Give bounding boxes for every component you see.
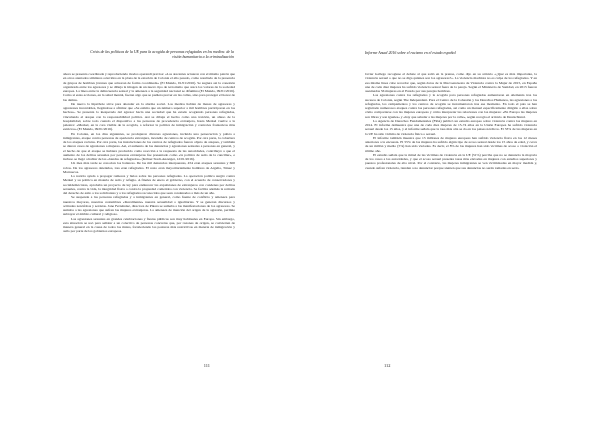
left-running-header: Crisis de las políticas de la UE para la acogida de personas refugiadas en los medios: de la visión humanitaria a la criminalización [90,50,234,59]
left-page-number: 111 [203,363,210,368]
right-page [300,0,600,424]
right-paragraph-2: Las agresiones contra los refugiados y la acogida para personas refugiadas aumentaron en Alemania tras los sucesos de Colonia, según The Independent. Para el Centro de la Cohesión y los Derechos Humanos, las agresiones a los refugiados, los campamentos y los centros de acogida se incrementaron tras ese momento. En todo el país se han registrado numerosos ataques contra las personas refugiadas, así como un manual específicamente dirigido a ellas sobre cómo comportarse con las mujeres europeas y cómo interpretar las relaciones con las mujeres: «En Europa las mujeres son libres y son iguales» y «hay que saludar a las mujeres por la calle», según recogía el artículo de Deutschland. [365,93,537,119]
right-running-header: Informe Anual 2016 sobre el racismo en el estado español [365,51,456,55]
right-paragraph-4: El informe también muestra que 13 millones de mujeres europeas han sufrido violencia física en los 12 meses anteriores a la encuesta. El 55% de las mujeres ha sufrido algún tipo de acoso sexual desde los 15 años de edad, y cerca de un millón y medio (5%) han sido violadas. Es decir, el 8% de las mujeres han sido víctimas de acoso o violación el último año. [365,135,537,153]
right-paragraph-1: Javier Gallego recogiese el debate al que salió en la prensa, como dijo en su artículo «¿Qué es más importante, la violencia sexual o que no se diga quiénes son los agresores?». La violencia machista no es culpa de los refugiados. Y en esa misma línea cabe recordar que, según datos de la Macroencuesta de Violencia contra la Mujer de 2015, en España una de cada diez mujeres ha sufrido violencia sexual fuera de la pareja. Según el Ministerio de Sanidad, en 2015 fueron asesinadas 56 mujeres en el Estado por sus parejas hombres. [365,72,537,93]
right-paragraph-3: La Agencia de Derechos Fundamentales (FRA) publicó un estudio europeo sobre violencia contra las mujeres en 2014. El informe demuestra que una de cada diez mujeres de 15-74 años en la Unión Europea ha sufrido violencia sexual desde los 15 años, y el informe señala que la tasa más alta se da en los países nórdicos. El 33% de las mujeres en la UE ha sido víctima de violencia física o sexual. [365,118,537,136]
left-paragraph-6: Se suspende a las personas refugiadas y a inmigrantes en general, como fuente de conflicto y amenaza para nuestros mayores, nuestras costumbres «literalmente» nuestra sexualidad o igualitarias. Y se generan discursos y actitudes xenófobas y sexistas. Jane Fernández, directora de Pikara se sumaba a las manifestaciones de los agresores. Se sumaba a las agresiones que sufren las mujeres extranjeras. La amenaza de mención del origen de la agresión, permite subrayar el ámbito cultural y religioso. [63,195,235,217]
left-paragraph-3: En Colonia, en los días siguientes, se produjeron diversas agresiones, incluida una persecución y paliza a inmigrantes, ataque contra personas de apariencia extranjera, incendio de centros de acogida. Por otra parte, la cobertura de los ataques racistas. Por otra parte, las instalaciones de los centros de refugiados fueron objeto de ataques, y también se dieron casos de agresiones a mujeres. Así, el aumento de las denuncias y agresiones sexuales a personas en general, y el hecho de que el ataque se hubiera producido como reacción a la respuesta de las autoridades, contribuyó a que el aumento de los delitos sexuales por personas extranjeras fue presentado como «la política de asilo de la canciller», e incluso se llegó a hablar de las «bandas de refugiados» (Kölner Stadt-Anzeiger, 12/01/2016). [63,131,235,161]
right-page-number: 112 [384,363,391,368]
left-paragraph-5: La noticia ayuda a propagar rumores y bulos sobre las personas refugiadas. La operación política surgió contra Merkel y su política en materia de asilo y refugio. A finales de enero el gobierno, con el acuerdo de conservadores y socialdemócratas, aprobaba un proyecto de ley para endurecer las expulsiones de extranjeros con condenas por delitos sexuales, contra la vida, la integridad física o contra la propiedad cometidos con violencia. Se facilita además la retirada del derecho de asilo a los solicitantes y a los refugiados reconocidos que sean condenados a más de un año. [63,174,235,195]
right-body-text [365,72,537,170]
left-paragraph-7: Las agresiones sexuales en grandes celebraciones y fiestas públicas son muy habituales en Europa. Sin embargo, esta situación se usó para señalar a un colectivo de personas concretas que, por razones de origen, se convierten de manera general en la causa de todos los males, fortaleciendo las posturas más restrictivas en materia de inmigración y asilo por parte de los gobiernos europeos. [63,216,235,234]
right-paragraph-5: El estudio señala que la mitad de las víctimas de violencia en la UE (51%) percibe que no se denuncia la mayoría de los casos a las autoridades, y que el acoso sexual presenta tasas más elevadas en mujeres con estudios superiores y puestos profesionales de alto nivel. Por el contrario, las mujeres inmigrantes se ven victimizadas en mayor medida y, cuando sufren violencia, tienden a no denunciar porque sienten que sus denuncias no serán tomadas en serio. [365,152,537,170]
left-paragraph-4: Un mes más tarde se conocían los balances. De las mil denuncias interpuestas, 454 eran ataques sexuales y 600 robos. De los agresores detenidos, tres eran refugiados. El resto eran mayoritariamente hombres de Argelia, Túnez y Marruecos. [63,161,235,174]
left-body-text [63,72,235,234]
left-paragraph-2: De nuevo la hipérbole sirve para ahondar en la alarma social. Los medios hablan de masas de agresores y agresiones incontables, llegándose a afirmar que «Se estima que un número superior a mil hombres participaron en los hechos». Se presenta lo inesperado del agresor hacia una sociedad que ha estado acogiendo personas refugiadas, vinculando el ataque con la responsabilidad política. Así se dibuja el hecho como una traición, un abuso de la hospitalidad, sobre todo cuando el dispositivo a las personas de procedencia extranjera, hasta Merkel vuelve a la palestra: «Merkel, en la cara visible de la acogida, a reforzar la política de inmigración y controles fronterizos más estrictos» (El Mundo, 09/01/2016). [63,101,235,132]
left-paragraph-1: ahora se presenta coordinada y reproduciendo modos operandi previos: «Los atacantes actuaron con el mismo patrón que en otros atentados similares ocurridos en la plaza de la estación de Colonia el año pasado, como resultado de la presencia de grupos de hombres jóvenes que actuaron de forma coordinada» (El Mundo, 01/01/2016). Se sugiere así la conexión organizada entre los agresores y se dibuja la imagen de un nuevo tipo de terrorismo que ataca los valores de la sociedad europea. La línea entre la delincuencia sexual y la amenaza a la seguridad nacional se difumina (El Mundo, 09/01/2016). Como si estas acciones, en la salud mental, fueran algo que se pudiera prever en las calles, sino para proteger el honor de las damas. [63,72,235,102]
